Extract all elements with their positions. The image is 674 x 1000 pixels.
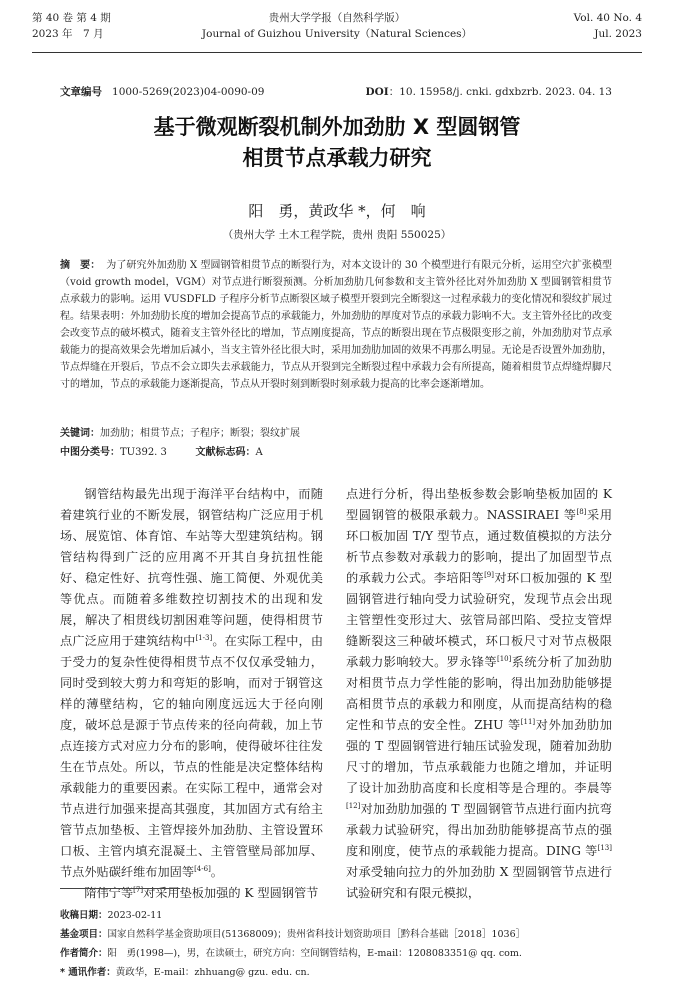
doi: DOI：10. 15958/j. cnki. gdxbzrb. 2023. 04. 13 xyxy=(365,86,612,98)
paragraph xyxy=(60,883,323,904)
article-id: 1000-5269(2023)04-0090-09 xyxy=(112,86,265,98)
citation[interactable]: [9] xyxy=(484,570,494,579)
text-run: 系统分析了加劲肋对相贯节点力学性能的影响，得出加劲肋能够提高相贯节点的承载力和刚度，从而提高结构的稳定性和节点的安全性。ZHU 等 xyxy=(346,655,613,732)
citation[interactable]: [8] xyxy=(576,507,587,516)
citation[interactable]: [11] xyxy=(520,717,536,726)
text-run: 隋伟宁等 xyxy=(84,886,134,900)
title-line-2: 相贯节点承载力研究 xyxy=(242,146,432,170)
text-run: 。 xyxy=(210,865,223,879)
title-line-1: 基于微观断裂机制外加劲肋 X 型圆钢管 xyxy=(153,115,521,139)
doc-code-value: A xyxy=(255,447,263,458)
affiliation: （贵州大学 土木工程学院，贵州 贵阳 550025） xyxy=(222,229,452,241)
footnote-text: 阳 勇(1998—)，男，在读硕士，研究方向：空间钢管结构，E-mail：1208083351@ qq. com. xyxy=(107,948,522,959)
header-rule xyxy=(32,52,642,53)
text-run: 对承受轴向拉力的外加劲肋 X 型圆钢管节点进行试验研究和有限元模拟， xyxy=(346,865,612,900)
article-id-label: 文章编号 xyxy=(60,86,102,98)
footnotes xyxy=(60,906,612,982)
article-meta xyxy=(60,84,612,99)
doi-value[interactable]: 10. 15958/j. cnki. gdxbzrb. 2023. 04. 13 xyxy=(399,86,612,98)
keywords xyxy=(60,424,612,439)
clc-value: TU392. 3 xyxy=(120,447,167,458)
footnote-label: 基金项目： xyxy=(60,929,108,940)
journal-name-en: Journal of Guizhou University（Natural Sciences） xyxy=(201,28,473,40)
text-run: 对采用垫板加强的 K 型圆钢管节 xyxy=(143,886,319,900)
keywords-label: 关键词： xyxy=(60,428,100,439)
footnote-text: 国家自然科学基金资助项目(51368009)；贵州省科技计划资助项目［黔科合基础［2018］1036］ xyxy=(107,929,526,940)
footnote-fund xyxy=(60,925,612,944)
abstract xyxy=(60,257,612,393)
footnote-received xyxy=(60,906,612,925)
text-run: 对外加劲肋加强的 T 型圆钢管进行轴压试验发现，随着加劲肋尺寸的增加，节点承载能力也随之增加，并证明了设计加劲肋高度和长度相等是合理的。李晨等 xyxy=(346,718,612,795)
citation[interactable]: [4-6] xyxy=(194,864,211,873)
paragraph xyxy=(60,484,323,883)
citation[interactable]: [1-3] xyxy=(195,633,213,642)
text-run: 采用环口板加固 T/Y 型节点，通过数值模拟的方法分析节点参数对承载力的影响，提出了加固型节点的承载力公式。李培阳等 xyxy=(346,508,613,585)
header-date-cn: 2023 年 7 月 xyxy=(32,28,104,40)
citation[interactable]: [10] xyxy=(496,654,512,663)
body-column-right xyxy=(346,484,612,904)
journal-name-cn: 贵州大学学报（自然科学版） xyxy=(268,12,406,24)
authors: 阳 勇，黄政华 *，何 响 xyxy=(248,202,426,220)
footnote-label: * 通讯作者： xyxy=(60,967,116,978)
footnote-label: 作者简介： xyxy=(60,948,108,959)
classification xyxy=(60,443,612,458)
running-header xyxy=(32,10,642,46)
text-run: 。在实际工程中，由于受力的复杂性使得相贯节点不仅仅承受轴力，同时受到较大剪力和弯矩的影响，而对于钢管这样的薄壁结构，它的轴向刚度远远大于径向刚度，破坏总是源于节点传来的径向荷载，加上节点连接方式对应力分布的影响，使得破坏往往发生在节点处。所以，节点的性能是决定整体结构承载能力的重要因素。在实际工程中，通常会对节点进行加强来提高其强度，其加固方式有给主管节点加垫板、主管焊接外加劲肋、主管设置环口板、主管内填充混凝土、主管管壁局部加厚、节点外贴碳纤维布加固等 xyxy=(60,634,324,879)
paper-title xyxy=(0,112,674,174)
text-run: 对加劲肋加强的 T 型圆钢管节点进行面内抗弯承载力试验研究，得出加劲肋能够提高节点的强度和刚度，使节点的承载能力提高。DING 等 xyxy=(346,802,612,858)
body-column-left xyxy=(60,484,323,904)
header-volume-en xyxy=(574,10,642,42)
citation[interactable]: [7] xyxy=(133,885,144,894)
doc-code-label: 文献标志码： xyxy=(195,447,256,458)
keywords-text: 加劲肋；相贯节点；子程序；断裂；裂纹扩展 xyxy=(100,428,300,439)
header-date-en: Jul. 2023 xyxy=(594,28,642,40)
abstract-text: 为了研究外加劲肋 X 型圆钢管相贯节点的断裂行为，对本文设计的 30 个模型进行有限元分析，运用空穴扩张模型（void growth model，VGM）对节点进行断裂预测。分析加劲肋几何参数和支主管外径比对外加劲肋 X 型圆钢管相贯节点承载力的影响。运用 VUSDFLD 子程序分析节点断裂区域子模型开裂到完全断裂这一过程承载力的变化情况和裂纹扩展过程。结果表明：外加劲肋长度的增加会提高节点的承载能力，外加劲肋的厚度对节点的承载力影响不大。支主管外径比的改变会改变节点的破坏模式，随着支主管外径比的增加，节点刚度提高，节点的断裂出现在节点极限变形之前，外加劲肋对节点承载能力的提高效果会先增加后减小，当支主管外径比很大时，采用加劲肋加固的效果不再那么明显。无论是否设置外加劲肋，节点焊缝在开裂后，节点不会立即失去承载能力，节点从开裂到完全断裂过程中承载力会有所提高，随着相贯节点焊缝焊脚尺寸的增加，节点的承载能力逐渐提高，节点从开裂时刻到断裂时刻承载力提高的比率会逐渐增加。 xyxy=(60,260,613,390)
footnote-text: 黄政华，E-mail：zhhuang@ gzu. edu. cn. xyxy=(115,967,310,978)
header-vol-no: Vol. 40 No. 4 xyxy=(573,12,642,24)
footnote-corresponding xyxy=(60,963,612,982)
citation[interactable]: [12] xyxy=(346,801,361,810)
clc-label: 中图分类号： xyxy=(60,447,120,458)
footnote-rule xyxy=(60,888,180,889)
footnote-author xyxy=(60,944,612,963)
text-run: 点进行分析，得出垫板参数会影响垫板加固的 K 型圆钢管的极限承载力。NASSIRAEI 等 xyxy=(346,487,612,522)
citation[interactable]: [13] xyxy=(597,843,612,852)
header-journal xyxy=(32,10,642,42)
footnote-label: 收稿日期： xyxy=(60,910,108,921)
paragraph xyxy=(346,484,612,904)
footnote-text: 2023-02-11 xyxy=(107,910,163,921)
header-volume-issue: 第 40 卷 第 4 期 xyxy=(32,12,111,24)
abstract-label: 摘 要： xyxy=(60,260,101,271)
text-run: 钢管结构最先出现于海洋平台结构中，而随着建筑行业的不断发展，钢管结构广泛应用于机场、展览馆、体育馆、车站等大型建筑结构。钢管结构得到广泛的应用离不开其自身抗扭性能好、稳定性好、抗弯性强、施工简便、外观优美等优点。而随着多维数控切割技术的出现和发展，解决了相贯线切割困难等问题，使得相贯节点广泛应用于建筑结构中 xyxy=(60,487,323,648)
text-run: 对环口板加强的 K 型圆钢管进行轴向受力试验研究，发现节点会出现主管塑性变形过大、弦管局部凹陷、受拉支管焊缝断裂这三种破坏模式，环口板尺寸对节点极限承载力影响较大。罗永锋等 xyxy=(346,571,612,669)
